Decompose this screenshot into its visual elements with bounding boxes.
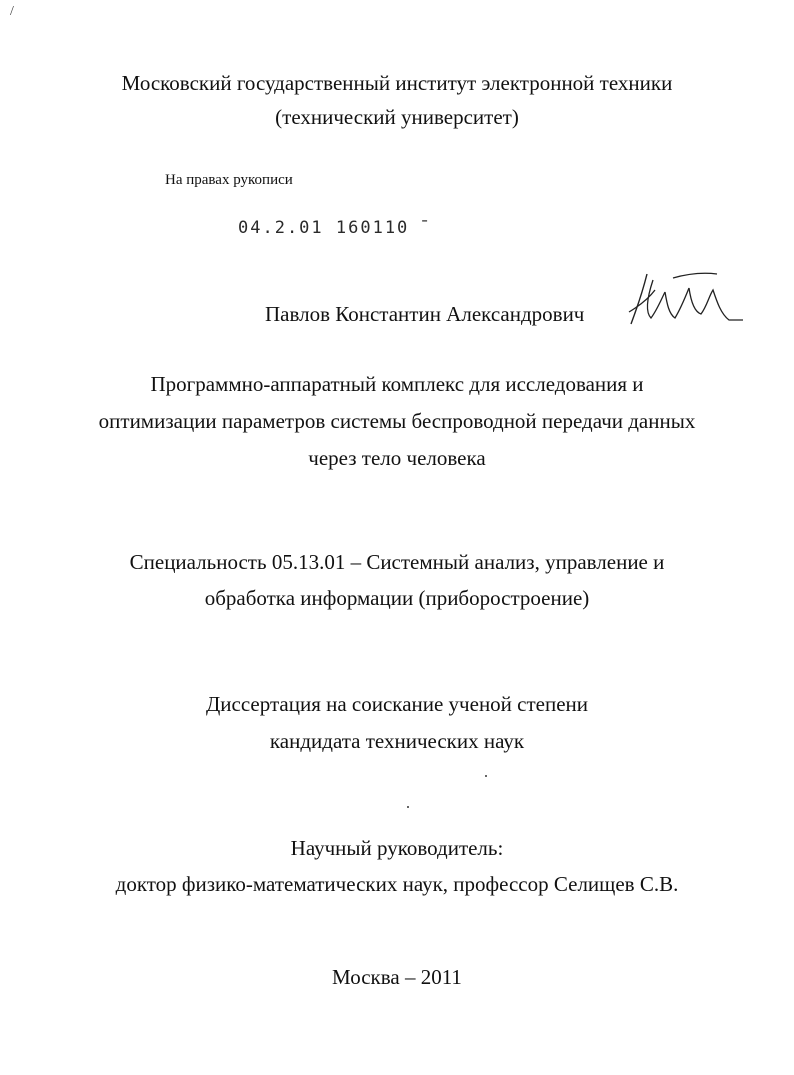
specialty-line-1: Специальность 05.13.01 – Системный анализ, управление и bbox=[129, 550, 665, 574]
thesis-title-line-3: через тело человека bbox=[308, 446, 486, 470]
scan-dot bbox=[407, 806, 409, 808]
scan-mark: / bbox=[10, 4, 14, 19]
stamp-number: 04.2.01 160110 ̄ bbox=[238, 218, 422, 238]
author-name: Павлов Константин Александрович bbox=[265, 302, 585, 326]
dissertation-line-2: кандидата технических наук bbox=[269, 729, 525, 753]
manuscript-note: На правах рукописи bbox=[165, 172, 293, 188]
specialty-line-2: обработка информации (приборостроение) bbox=[204, 586, 590, 610]
place-year: Москва – 2011 bbox=[332, 965, 462, 989]
signature-icon bbox=[625, 268, 745, 330]
supervisor-label: Научный руководитель: bbox=[290, 836, 504, 860]
dissertation-line-1: Диссертация на соискание ученой степени bbox=[205, 692, 589, 716]
institution-line-2: (технический университет) bbox=[275, 105, 519, 129]
supervisor-name: доктор физико-математических наук, профессор Селищев С.В. bbox=[115, 872, 679, 896]
thesis-title-line-2: оптимизации параметров системы беспроводной передачи данных bbox=[98, 409, 696, 433]
scan-dot bbox=[485, 775, 487, 777]
institution-line-1: Московский государственный институт электронной техники bbox=[121, 71, 673, 95]
thesis-title-line-1: Программно-аппаратный комплекс для исследования и bbox=[150, 372, 644, 396]
